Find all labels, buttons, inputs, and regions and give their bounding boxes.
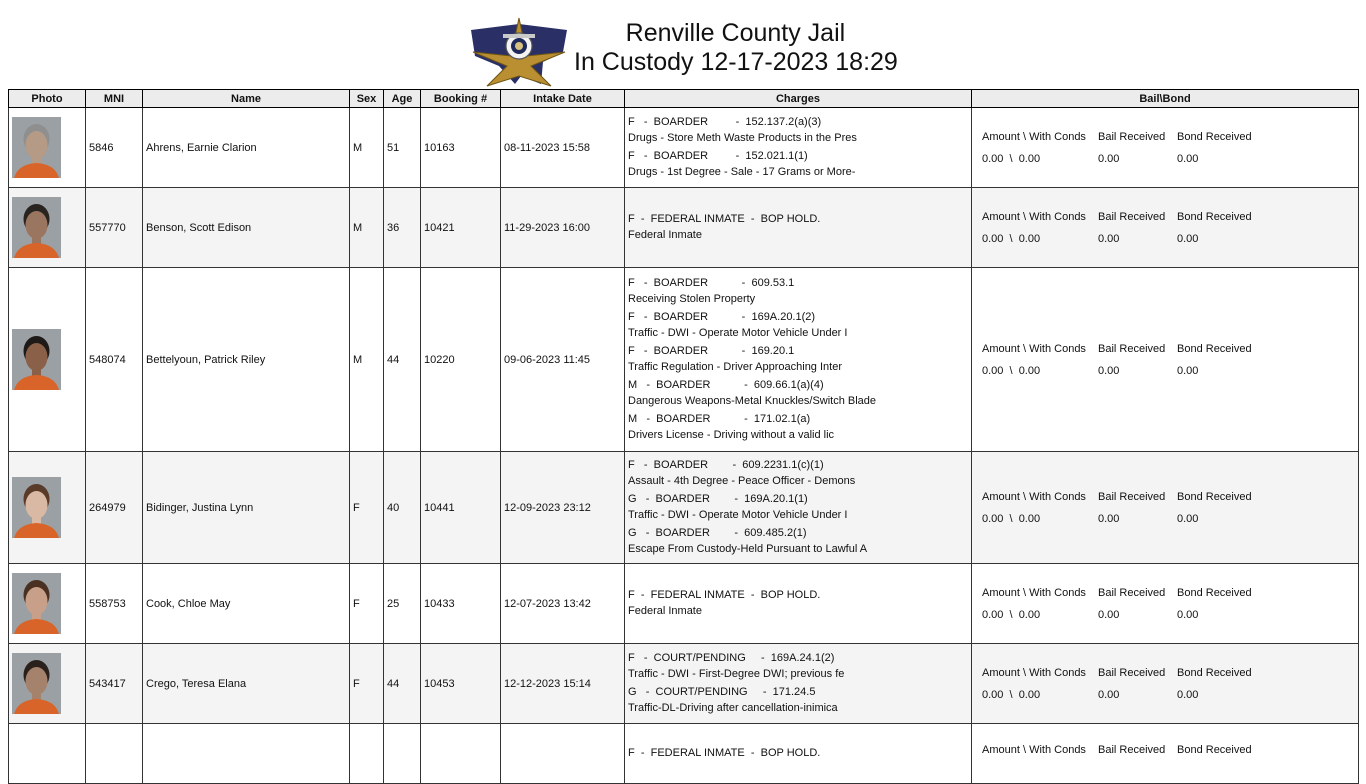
table-row[interactable] bbox=[9, 724, 1359, 784]
charge-description: Escape From Custody-Held Pursuant to Lawful A bbox=[628, 542, 868, 555]
age-cell: 44 bbox=[384, 268, 421, 452]
mugshot-photo[interactable] bbox=[12, 477, 61, 538]
charge-code: F - BOARDER - 169A.20.1(2) bbox=[628, 310, 816, 323]
charge-description: Assault - 4th Degree - Peace Officer - Demons bbox=[628, 474, 856, 487]
photo-cell bbox=[9, 452, 86, 564]
charge-item bbox=[628, 525, 968, 557]
mugshot-photo[interactable] bbox=[12, 653, 61, 714]
column-header-sex[interactable]: Sex bbox=[350, 90, 384, 108]
booking-cell: 10163 bbox=[421, 108, 501, 188]
bail-received-label: Bail Received bbox=[1098, 490, 1166, 503]
charge-item bbox=[628, 684, 968, 716]
column-header-age[interactable]: Age bbox=[384, 90, 421, 108]
table-row[interactable] bbox=[9, 452, 1359, 564]
charge-description: Traffic - DWI - First-Degree DWI; previous fe bbox=[628, 667, 845, 680]
photo-cell bbox=[9, 644, 86, 724]
bond-received-label: Bond Received bbox=[1177, 342, 1252, 355]
booking-cell: 10421 bbox=[421, 188, 501, 268]
bail-amount-label: Amount \ With Conds bbox=[982, 210, 1086, 223]
photo-cell bbox=[9, 268, 86, 452]
charges-cell bbox=[625, 644, 972, 724]
charge-item bbox=[628, 275, 968, 307]
table-row[interactable] bbox=[9, 268, 1359, 452]
bail-received-value: 0.00 bbox=[1098, 608, 1120, 621]
mni-cell: 548074 bbox=[86, 268, 143, 452]
sex-cell: M bbox=[350, 188, 384, 268]
bail-received-label: Bail Received bbox=[1098, 342, 1166, 355]
intake-date-cell bbox=[501, 724, 625, 784]
sheriff-star-badge-icon bbox=[469, 16, 569, 88]
bail-amount-label: Amount \ With Conds bbox=[982, 666, 1086, 679]
charge-description: Traffic - DWI - Operate Motor Vehicle Under I bbox=[628, 508, 848, 521]
bail-received-label: Bail Received bbox=[1098, 130, 1166, 143]
photo-cell bbox=[9, 564, 86, 644]
bail-received-label: Bail Received bbox=[1098, 210, 1166, 223]
bail-bond-cell bbox=[972, 188, 1359, 268]
bail-amount-value: 0.00 \ 0.00 bbox=[982, 608, 1041, 621]
intake-date-cell: 11-29-2023 16:00 bbox=[501, 188, 625, 268]
charge-item bbox=[628, 309, 968, 341]
bail-amount-label: Amount \ With Conds bbox=[982, 130, 1086, 143]
intake-date-cell: 12-07-2023 13:42 bbox=[501, 564, 625, 644]
bail-amount-value: 0.00 \ 0.00 bbox=[982, 152, 1041, 165]
charges-cell bbox=[625, 108, 972, 188]
intake-date-cell: 09-06-2023 11:45 bbox=[501, 268, 625, 452]
bail-amount-value: 0.00 \ 0.00 bbox=[982, 688, 1041, 701]
bond-received-value: 0.00 bbox=[1177, 608, 1199, 621]
name-cell: Ahrens, Earnie Clarion bbox=[143, 108, 350, 188]
column-header-name[interactable]: Name bbox=[143, 90, 350, 108]
charge-description: Drivers License - Driving without a valid lic bbox=[628, 428, 835, 441]
page-title: Renville County Jail bbox=[625, 19, 846, 47]
charge-code: G - BOARDER - 169A.20.1(1) bbox=[628, 492, 808, 505]
sex-cell: F bbox=[350, 564, 384, 644]
charge-code: F - COURT/PENDING - 169A.24.1(2) bbox=[628, 651, 835, 664]
bond-received-value: 0.00 bbox=[1177, 688, 1199, 701]
mugshot-photo[interactable] bbox=[12, 329, 61, 390]
charge-item bbox=[628, 587, 968, 619]
column-header-charges[interactable]: Charges bbox=[625, 90, 972, 108]
mugshot-photo[interactable] bbox=[12, 117, 61, 178]
charge-item bbox=[628, 343, 968, 375]
charge-item bbox=[628, 211, 968, 243]
photo-cell bbox=[9, 724, 86, 784]
charge-item bbox=[628, 491, 968, 523]
bail-amount-value: 0.00 \ 0.00 bbox=[982, 512, 1041, 525]
age-cell: 25 bbox=[384, 564, 421, 644]
table-row[interactable] bbox=[9, 564, 1359, 644]
column-header-mni[interactable]: MNI bbox=[86, 90, 143, 108]
charge-code: F - BOARDER - 152.137.2(a)(3) bbox=[628, 115, 822, 128]
charge-description: Traffic - DWI - Operate Motor Vehicle Under I bbox=[628, 326, 848, 339]
bail-bond-cell bbox=[972, 268, 1359, 452]
charge-code: G - BOARDER - 609.485.2(1) bbox=[628, 526, 807, 539]
bail-received-value: 0.00 bbox=[1098, 364, 1120, 377]
bail-received-value: 0.00 bbox=[1098, 688, 1120, 701]
charge-code: F - FEDERAL INMATE - BOP HOLD. bbox=[628, 212, 821, 225]
name-cell: Bettelyoun, Patrick Riley bbox=[143, 268, 350, 452]
charge-description: Federal Inmate bbox=[628, 604, 702, 617]
bond-received-label: Bond Received bbox=[1177, 666, 1252, 679]
bail-bond-cell bbox=[972, 108, 1359, 188]
table-row[interactable] bbox=[9, 188, 1359, 268]
table-header-row bbox=[9, 90, 1359, 108]
charges-cell bbox=[625, 564, 972, 644]
inmate-table bbox=[8, 89, 1359, 784]
intake-date-cell: 12-09-2023 23:12 bbox=[501, 452, 625, 564]
mugshot-photo[interactable] bbox=[12, 197, 61, 258]
age-cell: 44 bbox=[384, 644, 421, 724]
mni-cell: 558753 bbox=[86, 564, 143, 644]
photo-cell bbox=[9, 108, 86, 188]
sex-cell: F bbox=[350, 452, 384, 564]
bond-received-label: Bond Received bbox=[1177, 586, 1252, 599]
booking-cell: 10220 bbox=[421, 268, 501, 452]
bond-received-label: Bond Received bbox=[1177, 130, 1252, 143]
charge-item bbox=[628, 148, 968, 180]
bond-received-value: 0.00 bbox=[1177, 364, 1199, 377]
charge-description: Traffic Regulation - Driver Approaching Inter bbox=[628, 360, 842, 373]
intake-date-cell: 08-11-2023 15:58 bbox=[501, 108, 625, 188]
bail-received-label: Bail Received bbox=[1098, 743, 1166, 756]
bail-received-value: 0.00 bbox=[1098, 512, 1120, 525]
name-cell: Bidinger, Justina Lynn bbox=[143, 452, 350, 564]
booking-cell: 10441 bbox=[421, 452, 501, 564]
age-cell: 40 bbox=[384, 452, 421, 564]
page-subtitle: In Custody 12-17-2023 18:29 bbox=[574, 48, 898, 76]
bail-received-label: Bail Received bbox=[1098, 586, 1166, 599]
charge-code: F - FEDERAL INMATE - BOP HOLD. bbox=[628, 746, 821, 759]
charge-description: Dangerous Weapons-Metal Knuckles/Switch Blade bbox=[628, 394, 877, 407]
charge-code: F - BOARDER - 609.2231.1(c)(1) bbox=[628, 458, 824, 471]
bail-bond-cell bbox=[972, 724, 1359, 784]
charges-cell bbox=[625, 268, 972, 452]
charge-description: Drugs - Store Meth Waste Products in the Pres bbox=[628, 131, 857, 144]
bond-received-label: Bond Received bbox=[1177, 743, 1252, 756]
bail-received-label: Bail Received bbox=[1098, 666, 1166, 679]
bond-received-value: 0.00 bbox=[1177, 152, 1199, 165]
intake-date-cell: 12-12-2023 15:14 bbox=[501, 644, 625, 724]
charge-code: F - FEDERAL INMATE - BOP HOLD. bbox=[628, 588, 821, 601]
charges-cell bbox=[625, 724, 972, 784]
sex-cell: M bbox=[350, 268, 384, 452]
mni-cell bbox=[86, 724, 143, 784]
bail-bond-cell bbox=[972, 452, 1359, 564]
charge-code: F - BOARDER - 169.20.1 bbox=[628, 344, 795, 357]
bond-received-value: 0.00 bbox=[1177, 512, 1199, 525]
bail-bond-cell bbox=[972, 564, 1359, 644]
bond-received-label: Bond Received bbox=[1177, 210, 1252, 223]
bail-amount-value: 0.00 \ 0.00 bbox=[982, 364, 1041, 377]
charge-item bbox=[628, 745, 968, 761]
charge-code: F - BOARDER - 609.53.1 bbox=[628, 276, 795, 289]
charge-code: F - BOARDER - 152.021.1(1) bbox=[628, 149, 808, 162]
bail-amount-label: Amount \ With Conds bbox=[982, 490, 1086, 503]
booking-cell: 10433 bbox=[421, 564, 501, 644]
bail-received-value: 0.00 bbox=[1098, 232, 1120, 245]
mni-cell: 557770 bbox=[86, 188, 143, 268]
column-header-booking[interactable]: Booking # bbox=[421, 90, 501, 108]
bail-received-value: 0.00 bbox=[1098, 152, 1120, 165]
charge-item bbox=[628, 650, 968, 682]
photo-cell bbox=[9, 188, 86, 268]
age-cell: 36 bbox=[384, 188, 421, 268]
charge-description: Federal Inmate bbox=[628, 228, 702, 241]
bail-amount-label: Amount \ With Conds bbox=[982, 342, 1086, 355]
charge-description: Drugs - 1st Degree - Sale - 17 Grams or More- bbox=[628, 165, 856, 178]
mni-cell: 543417 bbox=[86, 644, 143, 724]
charge-code: M - BOARDER - 171.02.1(a) bbox=[628, 412, 811, 425]
sex-cell: M bbox=[350, 108, 384, 188]
charge-description: Receiving Stolen Property bbox=[628, 292, 756, 305]
charges-cell bbox=[625, 188, 972, 268]
sex-cell bbox=[350, 724, 384, 784]
charges-cell bbox=[625, 452, 972, 564]
name-cell bbox=[143, 724, 350, 784]
charge-item bbox=[628, 377, 968, 409]
booking-cell bbox=[421, 724, 501, 784]
age-cell bbox=[384, 724, 421, 784]
charge-item bbox=[628, 411, 968, 443]
mugshot-photo[interactable] bbox=[12, 573, 61, 634]
name-cell: Cook, Chloe May bbox=[143, 564, 350, 644]
charge-code: G - COURT/PENDING - 171.24.5 bbox=[628, 685, 816, 698]
bail-bond-cell bbox=[972, 644, 1359, 724]
bond-received-value: 0.00 bbox=[1177, 232, 1199, 245]
charge-item bbox=[628, 457, 968, 489]
bond-received-label: Bond Received bbox=[1177, 490, 1252, 503]
mni-cell: 5846 bbox=[86, 108, 143, 188]
bail-amount-value: 0.00 \ 0.00 bbox=[982, 232, 1041, 245]
charge-item bbox=[628, 114, 968, 146]
table-row[interactable] bbox=[9, 644, 1359, 724]
name-cell: Benson, Scott Edison bbox=[143, 188, 350, 268]
bail-amount-label: Amount \ With Conds bbox=[982, 586, 1086, 599]
bail-amount-label: Amount \ With Conds bbox=[982, 743, 1086, 756]
column-header-photo[interactable]: Photo bbox=[9, 90, 86, 108]
booking-cell: 10453 bbox=[421, 644, 501, 724]
charge-code: M - BOARDER - 609.66.1(a)(4) bbox=[628, 378, 824, 391]
column-header-intake-date[interactable]: Intake Date bbox=[501, 90, 625, 108]
mni-cell: 264979 bbox=[86, 452, 143, 564]
charge-description: Traffic-DL-Driving after cancellation-inimica bbox=[628, 701, 838, 714]
age-cell: 51 bbox=[384, 108, 421, 188]
page-header bbox=[0, 0, 1366, 88]
column-header-bail-bond[interactable]: Bail\Bond bbox=[972, 90, 1359, 108]
table-row[interactable] bbox=[9, 108, 1359, 188]
sex-cell: F bbox=[350, 644, 384, 724]
name-cell: Crego, Teresa Elana bbox=[143, 644, 350, 724]
